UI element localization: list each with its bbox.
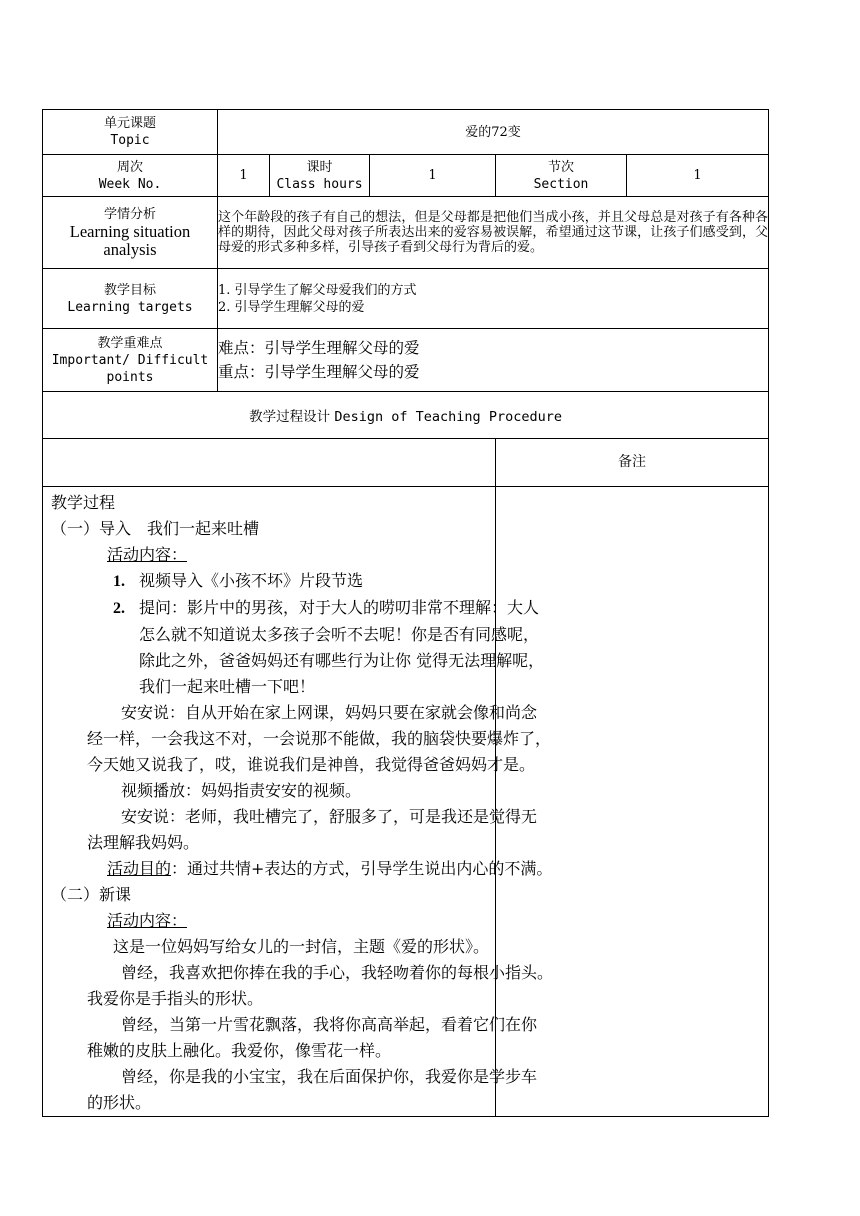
learning-targets-label-en: Learning targets [67,299,193,315]
notes-header: 备注 [496,439,769,487]
list-item-number: 1. [113,573,125,590]
important-point: 重点：引导学生理解父母的爱 [218,363,420,381]
activity-purpose-label: 活动目的 [107,859,172,878]
paragraph-line: 的形状。 [87,1093,152,1112]
procedure-title-en: Design of Teaching Procedure [334,409,562,425]
activity-content-label-2-text: 活动内容： [107,911,188,930]
new-lesson-heading: （二）新课 [51,885,132,904]
paragraph-line: 安安说：老师，我吐槽完了，舒服多了，可是我还是觉得无 [121,807,538,826]
topic-row [43,110,769,155]
intro-heading: （一）导入 我们一起来吐槽 [51,519,260,538]
paragraph-line: 安安说：自从开始在家上网课，妈妈只要在家就会像和尚念 [121,703,538,722]
procedure-header-blank [43,439,496,487]
key-points-label-cn: 教学重难点 [97,335,163,351]
paragraph-line: 我们一起来吐槽一下吧！ [139,677,316,696]
learning-targets-label-cell [43,269,218,329]
activity-content-label-2 [43,908,495,934]
paragraph-line: 经一样，一会我这不对，一会说那不能做，我的脑袋快要爆炸了， [87,729,552,748]
paragraph-line: 曾经，你是我的小宝宝，我在后面保护你，我爱你是学步车 [121,1067,538,1086]
key-points-label-en-1: Important/ Difficult [51,352,209,368]
activity-purpose-line [43,856,553,882]
week-value-cell [218,155,270,197]
topic-label-cn: 单元课题 [103,116,156,131]
section-value-cell [627,155,769,197]
topic-value: 爱的72变 [465,124,521,140]
class-hours-label-cn: 课时 [306,159,333,175]
week-value: 1 [239,168,248,183]
key-points-label-cell [43,329,218,392]
section-label-cell [496,155,627,197]
class-hours-value: 1 [428,168,437,183]
difficult-point: 难点：引导学生理解父母的爱 [218,339,420,357]
activity-content-label-1-text: 活动内容： [107,545,188,564]
learning-targets-row [43,269,769,329]
procedure-body-row [43,487,769,1117]
learning-situation-text: 这个年龄段的孩子有自己的想法，但是父母都是把他们当成小孩，并且父母总是对孩子有各种各样的期待，因此父母对孩子所表达出来的爱容易被误解，希望通过这节课，让孩子们感受到，父母爱的形式多种多样，引导孩子看到父母行为背后的爱。 [218,197,769,269]
learning-targets-list [218,269,769,329]
learning-situation-label-en-2: analysis [103,240,157,259]
paragraph-line: 法理解我妈妈。 [87,833,200,852]
class-hours-label-cell [270,155,370,197]
topic-value-cell [218,110,769,155]
paragraph-line: 曾经，当第一片雪花飘落，我将你高高举起，看着它们在你 [121,1015,538,1034]
learning-targets-label-cn: 教学目标 [103,282,156,298]
class-hours-label-en: Class hours [276,176,363,192]
learning-situation-label-en-1: Learning situation [69,222,191,241]
topic-label-cell [43,110,218,155]
procedure-content [43,487,554,1117]
list-item-text: 提问：影片中的男孩，对于大人的唠叨非常不理解：大人 [139,598,540,617]
procedure-title-cell [43,392,769,439]
activity-content-label-1 [43,542,495,568]
paragraph-line: 这是一位妈妈写给女儿的一封信，主题《爱的形状》。 [113,937,490,956]
paragraph-line: 怎么就不知道说太多孩子会听不去呢！你是否有同感呢， [139,625,540,644]
paragraph-line: 稚嫩的皮肤上融化。我爱你，像雪花一样。 [87,1041,392,1060]
paragraph-line: 我爱你是手指头的形状。 [87,989,264,1008]
lesson-plan-table [42,109,769,1117]
section-label-en: Section [533,176,589,192]
paragraph-line: 视频播放：妈妈指责安安的视频。 [121,781,362,800]
topic-label-en: Topic [110,133,150,148]
key-points-label-en-2: points [106,369,154,385]
key-points-row [43,329,769,392]
week-row [43,155,769,197]
paragraph-line: 曾经，我喜欢把你捧在我的手心，我轻吻着你的每根小指头。 [121,963,554,982]
list-item [43,568,495,595]
paragraph-line: 今天她又说我了，哎，谁说我们是神兽，我觉得爸爸妈妈才是。 [87,755,536,774]
procedure-title-row [43,392,769,439]
procedure-title-cn: 教学过程设计 [249,409,331,425]
activity-purpose-text: ：通过共情+表达的方式，引导学生说出内心的不满。 [171,859,553,878]
week-label-cell [43,155,218,197]
list-item [43,595,540,622]
list-item-number: 2. [113,600,125,617]
week-label-cn: 周次 [116,159,143,175]
learning-situation-label-cell [43,197,218,269]
week-label-en: Week No. [98,176,162,192]
learning-situation-row [43,197,769,269]
class-hours-value-cell [370,155,496,197]
learning-target-item-1: 1. 引导学生了解父母爱我们的方式 [218,282,417,298]
section-value: 1 [693,168,702,183]
procedure-heading: 教学过程 [51,493,116,512]
key-points-content [218,329,769,392]
procedure-header-row [43,439,769,487]
section-label-cn: 节次 [547,159,574,175]
learning-target-item-2: 2. 引导学生理解父母的爱 [218,299,365,315]
learning-situation-label-cn: 学情分析 [103,207,156,222]
list-item-text: 视频导入《小孩不坏》片段节选 [139,571,364,590]
paragraph-line: 除此之外，爸爸妈妈还有哪些行为让你 觉得无法理解呢， [139,651,545,670]
